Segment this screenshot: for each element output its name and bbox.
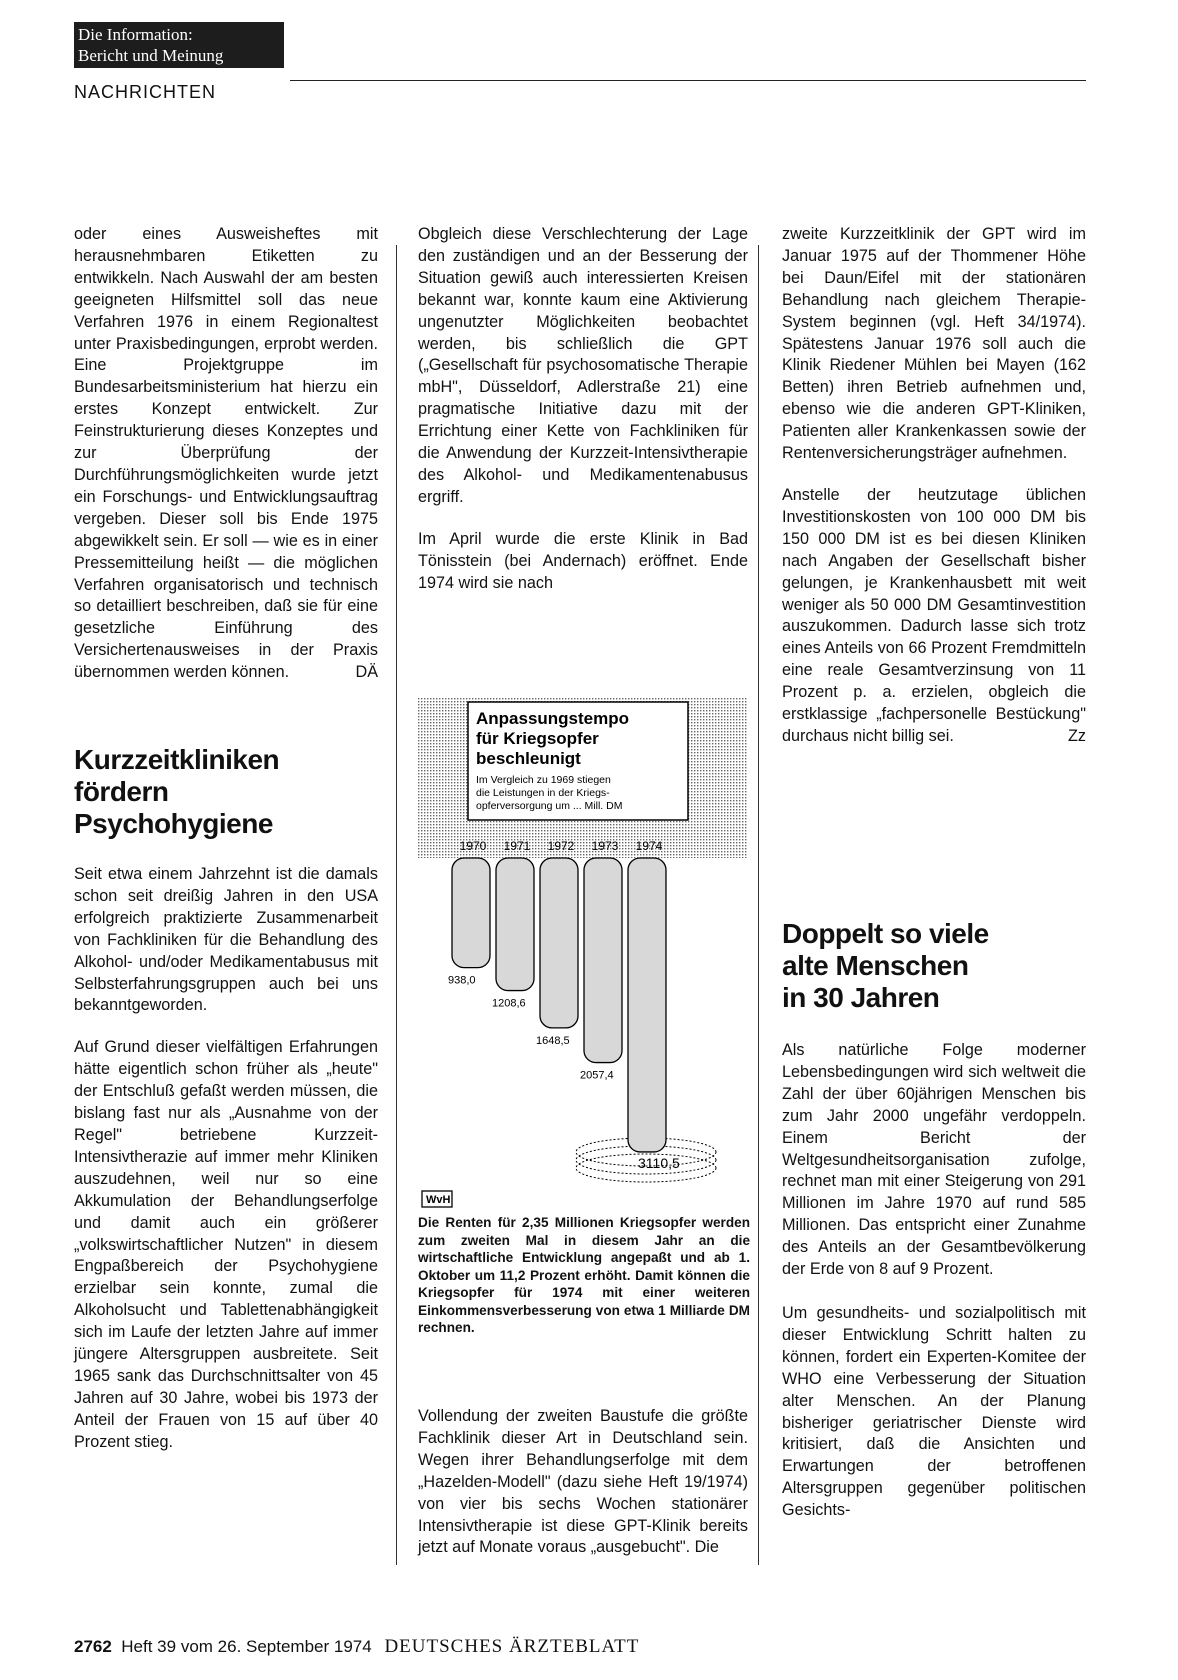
publisher-logo-text: WvH <box>426 1194 451 1206</box>
chart-bar <box>584 858 622 1063</box>
signature-zz: Zz <box>1068 726 1086 745</box>
column-separator-1 <box>396 245 397 1565</box>
col2-paragraph-2: Im April wurde die erste Klinik in Bad Tönisstein (bei Andernach) eröffnet. Ende 1974 wird sie nach <box>418 529 748 592</box>
chart-bar <box>540 858 578 1028</box>
chart-value-label: 1648,5 <box>536 1034 570 1047</box>
chart-svg <box>418 698 748 1210</box>
signature-da: DÄ <box>355 663 378 682</box>
chart-subtitle-line-1: Im Vergleich zu 1969 stiegen <box>476 774 611 786</box>
column-3 <box>782 224 1086 768</box>
chart-value-label: 1208,6 <box>492 997 526 1010</box>
col1-paragraph-2: Seit etwa einem Jahrzehnt ist die damals schon seit dreißig Jahren in den USA erfolgreich praktizierte Zusammenarbeit von Fachkliniken für die Behandlung des Alkohol- und/oder Medikamentabusus mit Selbsterfahrungsgruppen auch bei uns bekanntgeworden. <box>74 865 378 1015</box>
column-2 <box>418 224 748 615</box>
chart-value-label: 3110,5 <box>638 1154 680 1171</box>
col2-paragraph-3: Vollendung der zweiten Baustufe die größte Fachklinik dieser Art in Deutschland sein. Wegen ihrer Behandlungserfolge mit dem „Hazelden-Modell" (dazu siehe Heft 19/1974) von vier bis sechs Wochen stationärer Intensivtherapie ist diese GPT-Klinik bereits jetzt auf Monate voraus „ausgebucht". Die <box>418 1407 748 1557</box>
column-1 <box>74 224 378 704</box>
header-rule <box>290 80 1086 81</box>
col1-paragraph-3: Auf Grund dieser vielfältigen Erfahrungen hätte eigentlich schon früher als „heute" der Entschluß gefaßt werden müssen, die bislang fast nur als „Ausnahme von der Regel" betriebene Kurzzeit-Intensivtherazie auf immer mehr Kliniken auszudehnen, weil nur so eine Akkumulation der Behandlungserfolge und damit auch ein größerer „volkswirtschaftlicher Nutzen" in diesem Engpaßbereich der Psychohygiene erzielbar sein konnte, zumal die Alkoholsucht und Tablettenabhängigkeit sich im Laufe der letzten Jahre auf immer jüngere Altersgruppen ausbreitete. Seit 1965 sank das Durchschnittsalter von 45 Jahren auf 30 Jahre, wobei bis 1973 der Anteil der Frauen von 15 auf über 40 Prozent stieg. <box>74 1038 378 1451</box>
chart-bar <box>628 858 666 1152</box>
column-3-lower <box>782 1040 1086 1542</box>
chart <box>418 698 748 1210</box>
column-2-lower <box>418 1406 748 1579</box>
chart-subtitle-line-3: opferversorgung um ... Mill. DM <box>476 800 623 812</box>
chart-caption: Die Renten für 2,35 Millionen Kriegsopfer werden zum zweiten Mal in diesem Jahr an die wirtschaftliche Entwicklung angepaßt und ab 1. Oktober um 11,2 Prozent erhöht. Damit können die Kriegsopfer für 1974 mit einer weiteren Einkommensverbesserung von etwa 1 Milliarde DM rechnen. <box>418 1215 750 1335</box>
headline-doppelt <box>782 918 1082 1014</box>
chart-year-label: 1970 <box>459 839 487 853</box>
chart-year-label: 1974 <box>635 839 663 853</box>
header-box <box>74 22 284 68</box>
headline3-line-1: Doppelt so viele <box>782 918 989 949</box>
issue-info: Heft 39 vom 26. September 1974 <box>121 1637 372 1656</box>
column-separator-2 <box>758 245 759 1565</box>
chart-title-line-2: für Kriegsopfer <box>476 729 599 748</box>
col3-paragraph-1: zweite Kurzzeitklinik der GPT wird im Januar 1975 auf der Thommener Höhe bei Daun/Eifel mit der stationären Behandlung nach gleichem Therapie-System beginnen (vgl. Heft 34/1974). Spätestens Januar 1976 soll auch die Klinik Riedener Mühlen bei Mayen (162 Betten) ihren Betrieb aufnehmen und, ebenso wie die anderen GPT-Kliniken, Patienten aller Krankenkassen sowie der Rentenversicherungsträger aufnehmen. <box>782 225 1086 463</box>
header-line-1: Die Information: <box>78 25 193 44</box>
headline-line-2: fördern <box>74 776 169 807</box>
chart-year-label: 1971 <box>503 839 531 853</box>
col3-paragraph-4: Um gesundheits- und sozialpolitisch mit dieser Entwicklung Schritt halten zu können, fordert ein Experten-Komitee der WHO eine Verbesserung der Situation alter Menschen. An der Planung bisheriger geriatrischer Dienste wird kritisiert, daß die Ansichten und Erwartungen der betroffenen Altersgruppen gegenüber politischen Gesichts- <box>782 1303 1086 1520</box>
page-footer <box>74 1636 639 1658</box>
page-number: 2762 <box>74 1637 112 1656</box>
col2-paragraph-1: Obgleich diese Verschlechterung der Lage den zuständigen und an der Besserung der Situation gewiß auch interessierten Kreisen bekannt war, konnte kaum eine Aktivierung ungenutzter Möglichkeiten beobachtet werden, bis schließlich die GPT („Gesellschaft für psychosomatische Therapie mbH", Düsseldorf, Adlerstraße 21) eine pragmatische Initiative dazu mit der Errichtung einer Kette von Fachkliniken für die Anwendung der Kurzzeit-Intensivtherapie des Alkohol- und Medikamentenabusus ergriff. <box>418 225 748 506</box>
headline-line-1: Kurzzeitkliniken <box>74 744 280 775</box>
chart-title-line-1: Anpassungstempo <box>476 709 630 728</box>
chart-year-label: 1972 <box>547 839 575 853</box>
headline-kurzzeitkliniken <box>74 744 374 840</box>
chart-bar <box>496 858 534 991</box>
chart-title-line-3: beschleunigt <box>476 749 581 768</box>
header-line-2: Bericht und Meinung <box>78 46 224 65</box>
column-1-lower <box>74 864 378 1474</box>
magazine-name: DEUTSCHES ÄRZTEBLATT <box>384 1636 640 1657</box>
chart-value-label: 2057,4 <box>580 1069 614 1082</box>
section-label: NACHRICHTEN <box>74 82 217 102</box>
headline3-line-2: alte Menschen <box>782 950 969 981</box>
chart-subtitle-line-2: die Leistungen in der Kriegs- <box>476 787 610 799</box>
chart-year-label: 1973 <box>591 839 619 853</box>
chart-bar <box>452 858 490 968</box>
chart-value-label: 938,0 <box>448 974 476 987</box>
col3-paragraph-2: Anstelle der heutzutage üblichen Investitionskosten von 100 000 DM bis 150 000 DM ist es bei diesen Kliniken nach Angaben der Gesellschaft bisher gelungen, je Krankenhausbett mit weit weniger als 50 000 DM Gesamtinvestition auszukommen. Dadurch lasse sich trotz eines Anteils von 66 Prozent Fremdmitteln eine reale Gesamtverzinsung von 11 Prozent p. a. erzielen, obgleich die erstklassige „fachpersonelle Bestückung" durchaus nicht billig sei. Zz <box>782 485 1086 748</box>
headline-line-3: Psychohygiene <box>74 808 273 839</box>
col1-paragraph-1: oder eines Ausweisheftes mit herausnehmbaren Etiketten zu entwikkeln. Nach Auswahl der am besten geeigneten Hilfsmittel soll das neue Verfahren 1976 in einem Regionaltest unter Praxisbedingungen, erprobt werden. Eine Projektgruppe im Bundesarbeitsministerium hat hierzu ein erstes Konzept entwickelt. Zur Feinstrukturierung dieses Konzeptes und zur Überprüfung der Durchführungsmöglichkeiten wurde jetzt ein Forschungs- und Entwicklungsauftrag vergeben. Dieser soll bis Ende 1975 abgewikkelt sein. Er soll — wie es in einer Pressemitteilung heißt — die möglichen Verfahren organisatorisch und technisch so detailliert beschreiben, daß sie für eine gesetzliche Einführung des Versichertenausweises in der Praxis übernommen werden können. DÄ <box>74 224 378 684</box>
col3-paragraph-3: Als natürliche Folge moderner Lebensbedingungen wird sich weltweit die Zahl der über 60jährigen Menschen bis zum Jahr 2000 ungefähr verdoppeln. Einem Bericht der Weltgesundheitsorganisation zufolge, rechnet man mit einer Steigerung von 291 Millionen im Jahre 1970 auf rund 585 Millionen. Das entspricht einer Zunahme des Anteils an der Gesamtbevölkerung der Erde von 8 auf 9 Prozent. <box>782 1041 1086 1279</box>
headline3-line-3: in 30 Jahren <box>782 982 940 1013</box>
